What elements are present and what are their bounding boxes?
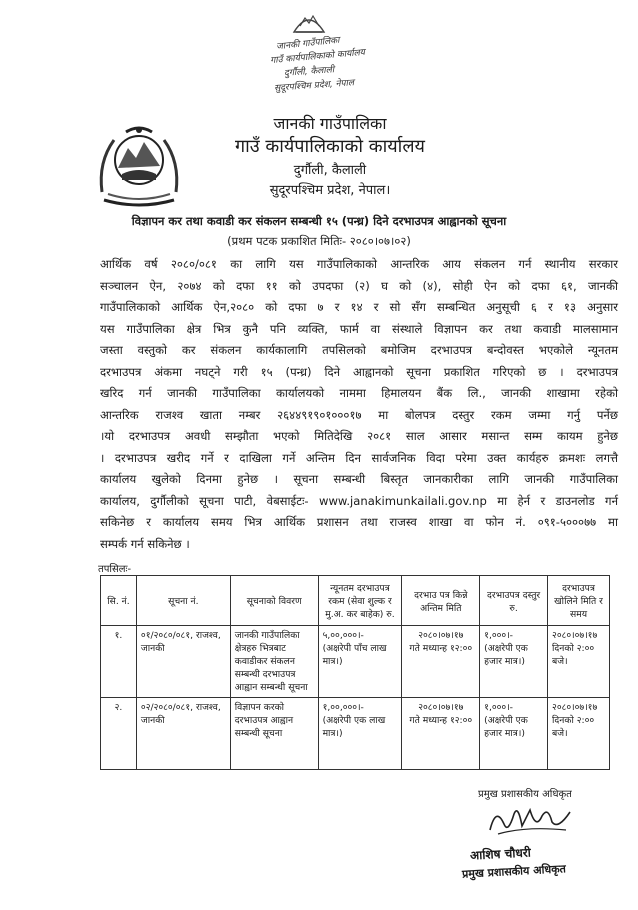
signatory-name: आशिष चौधरी <box>469 845 532 863</box>
office-location: दुर्गौली, कैलाली <box>293 163 367 178</box>
body-line: दरभाउपत्र अंकमा नघट्ने गरी १५ (पन्ध्र) दिने आह्वानको सूचना प्रकाशित गरिएको छ । दरभाउपत्र <box>100 364 618 379</box>
column-header: सूचनाको विवरण <box>230 576 318 626</box>
body-line: कार्यालय खुलेको दिनमा हुनेछ । सूचना सम्बन्धी बिस्तृत जानकारीका लागि जानकी गाउँपालिका <box>100 472 618 486</box>
min-amount-words: (अक्षरेपी पाँच लाख मात्र।) <box>322 643 387 667</box>
body-line: आन्तरिक राजश्व खाता नम्बर २६४४९१९०१०००१७ मा बोलपत्र दस्तुर रकम जम्मा गर्नु पर्नेछ <box>100 407 618 422</box>
office-province: सुदूरपश्चिम प्रदेश, नेपाल। <box>269 183 391 198</box>
fee-figure: १,०००।- <box>484 630 513 641</box>
body-line: सम्पर्क गर्न सकिनेछ । <box>100 536 190 551</box>
last-time: गते मध्यान्ह १२:०० <box>409 643 473 654</box>
column-header: दरभाउपत्र दस्तुर रु. <box>480 576 548 626</box>
notice-title: विज्ञापन कर तथा कवाडी कर संकलन सम्बन्धी १५ (पन्ध्र) दिने दरभाउपत्र आह्वानको सूचना <box>131 214 507 228</box>
schedule-table <box>100 575 610 770</box>
column-header: सि. नं. <box>101 576 137 626</box>
stamp-emblem-icon <box>292 6 326 36</box>
cell-opening <box>548 698 610 770</box>
body-line: खरिद गर्न जानकी गाउँपालिका कार्यालयको नाममा हिमालयन बैंक लि., जानकी शाखामा रहेको <box>100 386 618 400</box>
cell-description: जानकी गाउँपालिका क्षेत्रहरु भित्रबाट कवाडीकर संकलन सम्बन्धी दरभाउपत्र आह्वान सम्बन्धी सूचना <box>230 626 318 698</box>
cell-fee <box>480 626 548 698</box>
cell-sn: १. <box>101 626 137 698</box>
column-header: दरभाउपत्र खोलिने मिति र समय <box>548 576 610 626</box>
stamp-line: गाउँ कार्यपालिकाको कार्यालय <box>269 47 366 67</box>
min-amount-words: (अक्षरेपी एक लाख मात्र।) <box>322 715 386 739</box>
body-line: सञ्चालन ऐन, २०७४ को दफा ११ को उपदफा (२) घ को (४), सोही ऐन को दफा ६१, जानकी <box>100 278 618 293</box>
cell-min-amount <box>318 698 402 770</box>
column-header: दरभाउ पत्र किन्ने अन्तिम मिति <box>402 576 480 626</box>
notice-subtitle: (प्रथम पटक प्रकाशित मितिः- २०८०।०७।०२) <box>227 234 411 248</box>
cell-min-amount <box>318 626 402 698</box>
body-line: ।यो दरभाउपत्र अवधी सम्झौता भएको मितिदेखि २०८१ साल आसार मसान्त सम्म कायम हुनेछ <box>100 429 618 443</box>
body-line: सकिनेछ र कार्यालय समय भित्र आर्थिक प्रशासन तथा राजस्व शाखा वा फोन नं. ०९१-५०००७७ मा <box>100 515 618 529</box>
table-header-row <box>101 576 610 626</box>
cell-notice-no: ०२/२०८०/०८१, राजश्व, जानकी <box>136 698 230 770</box>
opening-time: दिनको २:०० बजे। <box>552 643 595 667</box>
last-time: गते मध्यान्ह १२:०० <box>409 715 473 726</box>
nepal-emblem-icon <box>94 122 184 208</box>
office-stamp <box>262 6 380 94</box>
table-row <box>101 626 610 698</box>
cell-notice-no: ०१/२०८०/०८१, राजश्व, जानकी <box>136 626 230 698</box>
body-line: आर्थिक वर्ष २०८०/०८१ का लागि यस गाउँपालिकाको आन्तरिक आय संकलन गर्न स्थानीय सरकार <box>100 257 618 271</box>
column-header: सूचना नं. <box>136 576 230 626</box>
body-line: जस्ता वस्तुको कर संकलन कार्यकालागि तपसिलको बमोजिम दरभाउपत्र बन्दोवस्त भएकोले न्यूनतम <box>100 343 618 357</box>
signatory-designation: प्रमुख प्रशासकीय अधिकृत <box>461 862 567 881</box>
cell-fee <box>480 698 548 770</box>
min-amount-figure: १,००,०००।- <box>322 702 364 713</box>
cell-last-date <box>402 698 480 770</box>
min-amount-figure: ५,००,०००।- <box>322 630 364 641</box>
last-date: २०८०।०७।१७ <box>418 702 464 713</box>
opening-date: २०८०।०७।१७ <box>552 702 598 713</box>
stamp-line: सुदूरपश्चिम प्रदेश, नेपाल <box>273 78 355 94</box>
municipality-name: जानकी गाउँपालिका <box>273 114 387 133</box>
signatory-title: प्रमुख प्रशासकीय अधिकृत <box>478 789 572 800</box>
fee-figure: १,०००।- <box>484 702 513 713</box>
schedule-label: तपसिलः- <box>98 564 132 575</box>
cell-last-date <box>402 626 480 698</box>
body-line: कार्यालय, दुर्गौलीको सूचना पाटी, वेबसाईटः- www.janakimunkailali.gov.np मा हेर्न र डाउनलोड गर्न <box>100 493 618 508</box>
stamp-line: दुर्गौली, कैलाली <box>283 65 335 79</box>
cell-sn: २. <box>101 698 137 770</box>
column-header: न्यूनतम दरभाउपत्र रकम (सेवा शुल्क र मु.अ. कर बाहेक) रु. <box>318 576 402 626</box>
notice-body <box>100 254 618 555</box>
last-date: २०८०।०७।१७ <box>418 630 464 641</box>
cell-description: विज्ञापन करको दरभाउपत्र आह्वान सम्बन्धी सूचना <box>230 698 318 770</box>
fee-words: (अक्षरेपी एक हजार मात्र।) <box>484 643 528 667</box>
stamp-line: जानकी गाउँपालिका <box>275 35 341 53</box>
handwritten-signature <box>486 800 576 840</box>
opening-time: दिनको २:०० बजे। <box>552 715 595 739</box>
opening-date: २०८०।०७।१७ <box>552 630 598 641</box>
table-row <box>101 698 610 770</box>
body-line: गाउँपालिकाको आर्थिक ऐन,२०८० को दफा ७ र १४ र सो सँग सम्बन्धित अनुसूची ६ र १३ अनुसार <box>100 300 618 314</box>
office-name: गाउँ कार्यपालिकाको कार्यालय <box>235 136 425 157</box>
cell-opening <box>548 626 610 698</box>
fee-words: (अक्षरेपी एक हजार मात्र।) <box>484 715 528 739</box>
body-line: यस गाउँपालिका क्षेत्र भित्र कुनै पनि व्यक्ति, फार्म वा संस्थाले विज्ञापन कर तथा कवाडी मालसामान <box>100 321 618 336</box>
body-line: । दरभाउपत्र खरीद गर्ने र दाखिला गर्ने अन्तिम दिन सार्वजनिक विदा परेमा उक्त कार्यहरु क्रमशः लगत्तै <box>100 450 618 465</box>
